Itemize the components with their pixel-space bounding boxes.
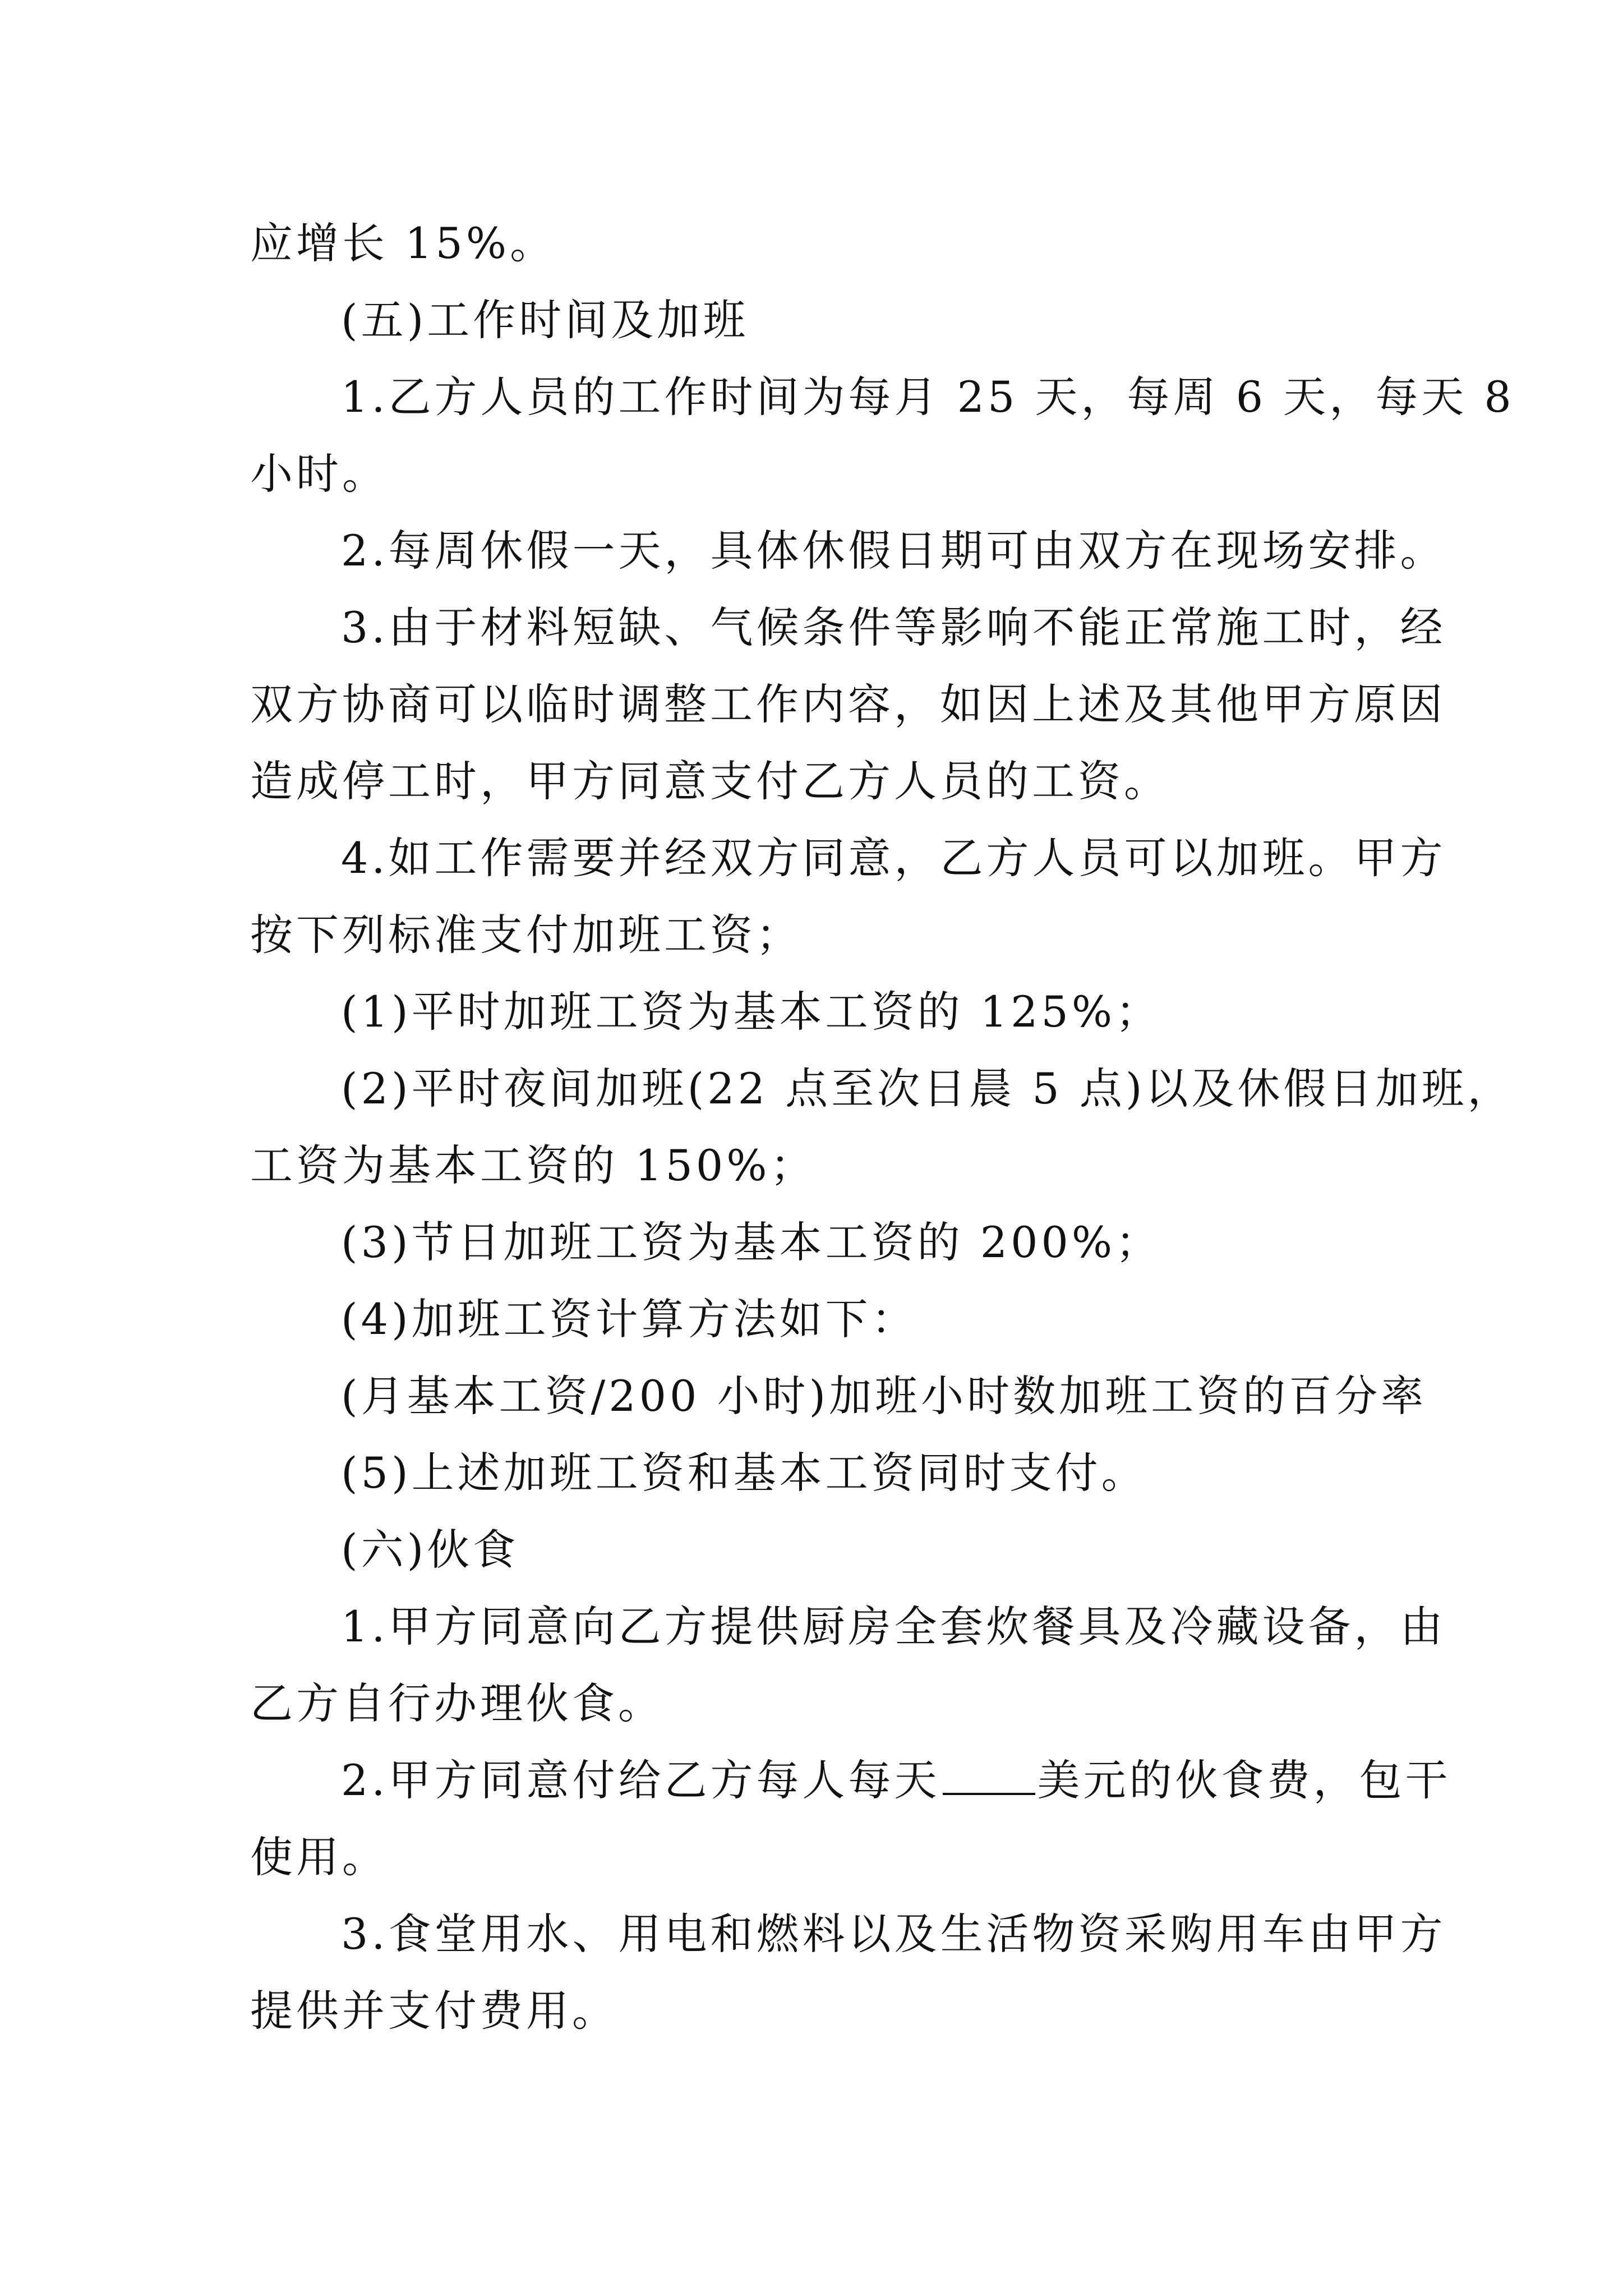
text-line: 乙方自行办理伙食。 [250,1678,664,1728]
text-line: (3)节日加班工资为基本工资的 200%； [341,1217,1162,1267]
text-line: 工资为基本工资的 150%； [250,1140,817,1190]
text-line: 3.由于材料短缺、气候条件等影响不能正常施工时，经 [341,602,1446,652]
text-segment: 2.甲方同意付给乙方每人每天 [341,1755,940,1805]
text-segment: 美元的伙食费，包干 [1037,1755,1451,1805]
text-line: 使用。 [250,1832,388,1882]
fill-in-blank [943,1792,1035,1795]
text-line: 小时。 [250,449,388,499]
text-line: 2.每周休假一天，具体休假日期可由双方在现场安排。 [341,526,1446,576]
text-line: (2)平时夜间加班(22 点至次日晨 5 点)以及休假日加班， [341,1064,1514,1114]
document-body [250,205,1515,2049]
text-line: 按下列标准支付加班工资； [250,910,802,960]
text-line: 双方协商可以临时调整工作内容，如因上述及其他甲方原因 [250,679,1446,729]
text-line-with-blank [250,1742,1451,1819]
section-heading: (五)工作时间及加班 [341,295,749,345]
text-line: (1)平时加班工资为基本工资的 125%； [341,987,1162,1037]
text-line: 应增长 15%。 [250,218,556,268]
text-line: 1.乙方人员的工作时间为每月 25 天，每周 6 天，每天 8 [341,372,1515,422]
text-line: (月基本工资/200 小时)加班小时数加班工资的百分率 [341,1371,1427,1421]
text-line: 造成停工时，甲方同意支付乙方人员的工资。 [250,756,1170,806]
text-line: 4.如工作需要并经双方同意，乙方人员可以加班。甲方 [341,833,1446,883]
section-heading: (六)伙食 [341,1525,519,1575]
text-line: (4)加班工资计算方法如下： [341,1294,917,1344]
text-line: 3.食堂用水、用电和燃料以及生活物资采购用车由甲方 [341,1909,1446,1959]
text-line: 提供并支付费用。 [250,1986,618,2036]
text-line: (5)上述加班工资和基本工资同时支付。 [341,1448,1147,1498]
text-line: 1.甲方同意向乙方提供厨房全套炊餐具及冷藏设备，由 [341,1602,1446,1651]
